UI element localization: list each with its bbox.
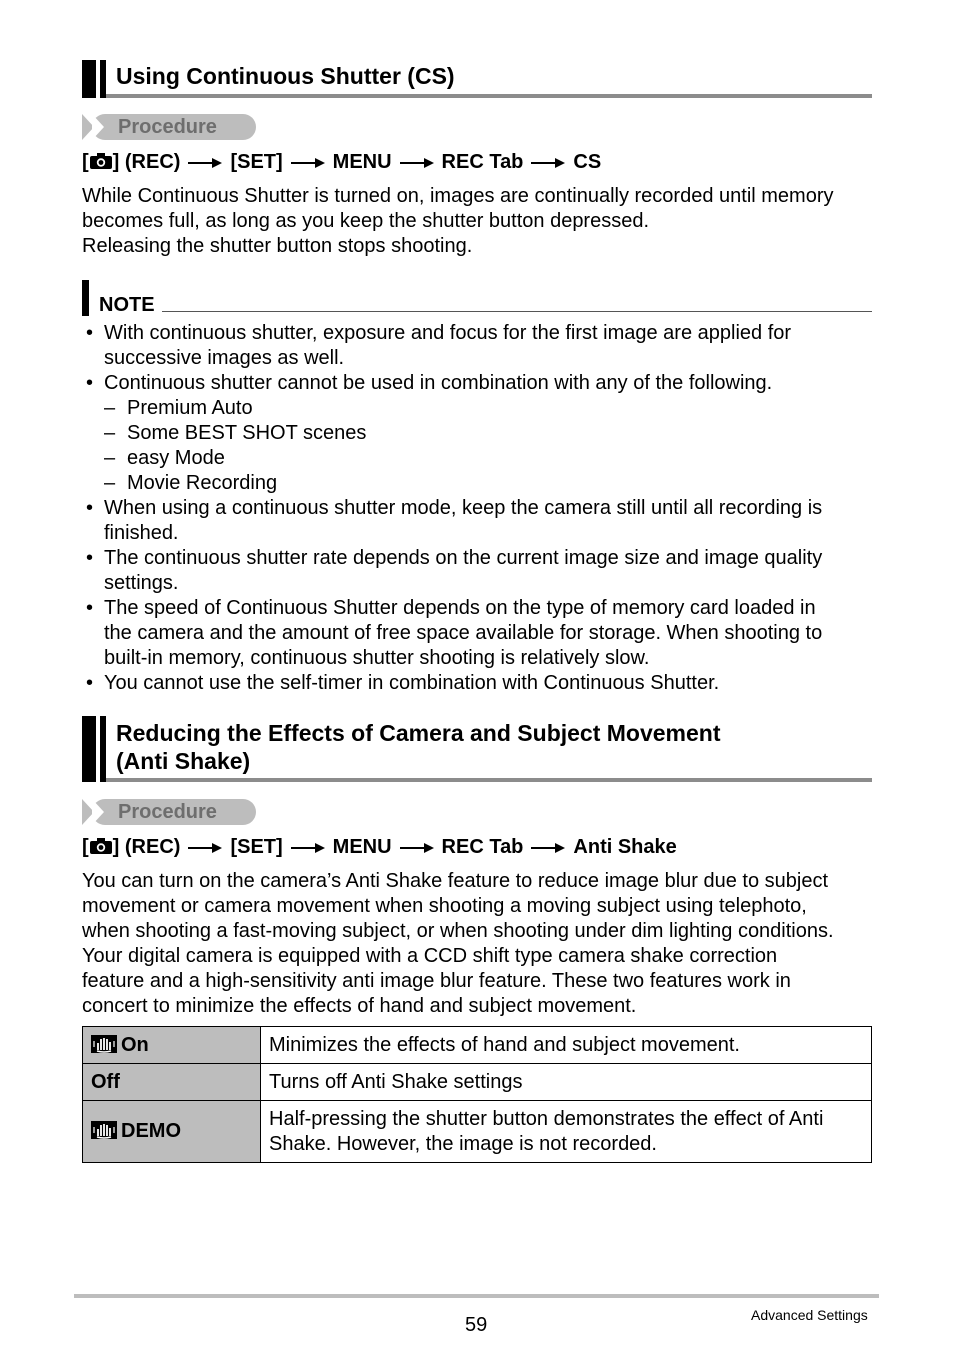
section-rule	[106, 94, 872, 98]
body-line: becomes full, as long as you keep the shutter button depressed.	[82, 210, 650, 232]
note-item-line: The continuous shutter rate depends on the current image size and image quality	[104, 547, 823, 569]
table-row	[83, 1101, 872, 1163]
table-row	[83, 1027, 872, 1064]
section-title: Using Continuous Shutter (CS)	[116, 63, 455, 89]
note-item-line: You cannot use the self-timer in combination with Continuous Shutter.	[104, 672, 720, 694]
note-item-line: settings.	[104, 572, 179, 594]
dash: –	[104, 422, 116, 444]
arrow-right-icon	[400, 843, 434, 853]
table-row	[83, 1064, 872, 1101]
dash: –	[104, 472, 116, 494]
option-desc-line: Half-pressing the shutter button demonstrates the effect of Anti	[269, 1107, 824, 1130]
note-item-line: Continuous shutter cannot be used in combination with any of the following.	[104, 372, 773, 394]
bullet: •	[86, 597, 94, 619]
bullet: •	[86, 322, 94, 344]
note-subitem: easy Mode	[127, 447, 225, 469]
arrow-right-icon	[531, 843, 565, 853]
anti-shake-options-table	[82, 1026, 872, 1163]
note-item-line: When using a continuous shutter mode, keep the camera still until all recording is	[104, 497, 823, 519]
bullet: •	[86, 672, 94, 694]
note-subitem: Movie Recording	[127, 472, 278, 494]
dash: –	[104, 397, 116, 419]
section-title: Reducing the Effects of Camera and Subject Movement	[116, 720, 721, 746]
path-menu: MENU	[332, 836, 392, 858]
option-key	[83, 1101, 261, 1163]
procedure-label: Procedure	[118, 116, 217, 138]
path-target: CS	[573, 151, 602, 173]
bullet: •	[86, 497, 94, 519]
body-line: feature and a high-sensitivity anti image blur feature. These two features work in	[82, 970, 791, 992]
footer-section-name: Advanced Settings	[751, 1307, 868, 1323]
body-line: concert to minimize the effects of hand and subject movement.	[82, 995, 637, 1017]
body-line: Releasing the shutter button stops shooting.	[82, 235, 473, 257]
arrow-right-icon	[188, 158, 222, 168]
procedure-label: Procedure	[118, 801, 217, 823]
camera-icon	[89, 152, 113, 170]
note-item-line: With continuous shutter, exposure and focus for the first image are applied for	[104, 322, 792, 344]
option-key-label: DEMO	[121, 1120, 181, 1142]
body-line: movement or camera movement when shooting a moving subject using telephoto,	[82, 895, 807, 917]
path-target: Anti Shake	[573, 836, 677, 858]
path-rec: ] (REC)	[112, 151, 181, 173]
note-marker	[82, 280, 89, 316]
note-subitem: Premium Auto	[127, 397, 253, 419]
arrow-right-icon	[291, 843, 325, 853]
note-subitem: Some BEST SHOT scenes	[127, 422, 367, 444]
path-set: [SET]	[230, 151, 283, 173]
dash: –	[104, 447, 116, 469]
procedure-badge	[82, 114, 256, 140]
menu-path: [ ] (REC) [SET] MENU REC Tab CS	[82, 151, 602, 173]
procedure-badge	[82, 799, 256, 825]
section1-body	[82, 184, 874, 259]
option-desc	[261, 1064, 872, 1101]
section-rule	[106, 778, 872, 782]
path-set: [SET]	[230, 836, 283, 858]
option-key	[83, 1027, 261, 1064]
path-tab: REC Tab	[441, 836, 524, 858]
section-title: (Anti Shake)	[116, 748, 251, 774]
path-rec: ] (REC)	[112, 836, 181, 858]
menu-path: [ ] (REC) [SET] MENU REC Tab Anti Shake	[82, 836, 677, 858]
body-line: You can turn on the camera’s Anti Shake feature to reduce image blur due to subject	[82, 870, 829, 892]
body-line: While Continuous Shutter is turned on, images are continually recorded until memory	[82, 185, 834, 207]
body-line: when shooting a fast-moving subject, or when shooting under dim lighting conditions.	[82, 920, 834, 942]
note-item-line: The speed of Continuous Shutter depends on the type of memory card loaded in	[104, 597, 816, 619]
path-menu: MENU	[332, 151, 392, 173]
option-key	[83, 1064, 261, 1101]
option-desc	[261, 1027, 872, 1064]
section2-body	[82, 869, 874, 1019]
bullet: •	[86, 372, 94, 394]
option-desc-line: Turns off Anti Shake settings	[269, 1070, 523, 1093]
note-label: NOTE	[99, 294, 155, 316]
path-tab: REC Tab	[441, 151, 524, 173]
arrow-right-icon	[531, 158, 565, 168]
anti-shake-icon	[91, 1035, 117, 1053]
arrow-right-icon	[400, 158, 434, 168]
option-key-label: On	[121, 1033, 149, 1056]
camera-icon	[89, 837, 113, 855]
note-item-line: the camera and the amount of free space available for storage. When shooting to	[104, 622, 823, 644]
option-desc-line: Shake. However, the image is not recorded.	[269, 1132, 657, 1155]
bullet: •	[86, 547, 94, 569]
note-item-line: built-in memory, continuous shutter shooting is relatively slow.	[104, 647, 650, 669]
option-desc	[261, 1101, 872, 1163]
anti-shake-icon	[91, 1121, 117, 1139]
note-item-line: finished.	[104, 522, 179, 544]
body-line: Your digital camera is equipped with a CCD shift type camera shake correction	[82, 945, 778, 967]
arrow-right-icon	[291, 158, 325, 168]
page-number: 59	[465, 1314, 488, 1336]
footer-rule	[74, 1294, 879, 1298]
option-key-label: Off	[91, 1070, 120, 1093]
arrow-right-icon	[188, 843, 222, 853]
note-rule	[162, 311, 872, 312]
note-item-line: successive images as well.	[104, 347, 345, 369]
option-desc-line: Minimizes the effects of hand and subject movement.	[269, 1033, 740, 1056]
